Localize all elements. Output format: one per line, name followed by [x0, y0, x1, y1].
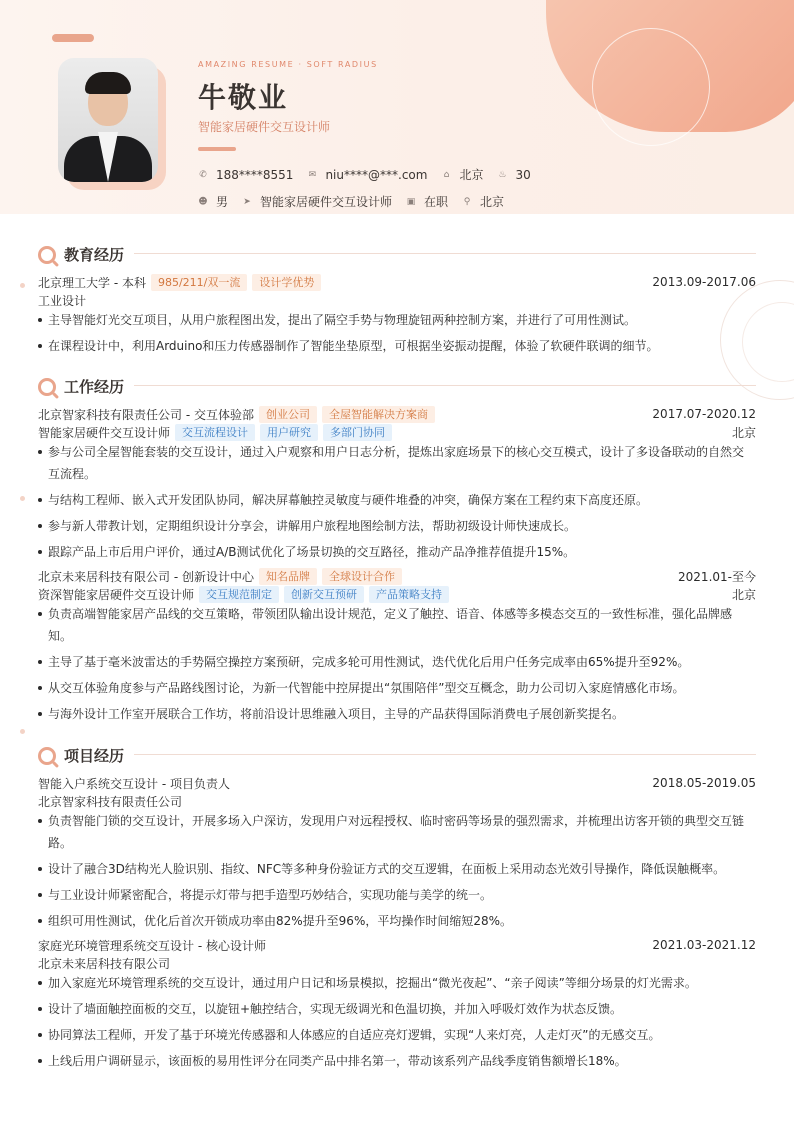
role-tag: 交互规范制定 — [199, 586, 279, 603]
role-tag: 交互流程设计 — [175, 424, 255, 441]
gender-text: 男 — [216, 195, 229, 209]
list-item: 参与新人带教计划，定期组织设计分享会，讲解用户旅程地图绘制方法，帮助初级设计师快速成长。 — [38, 515, 748, 537]
projects-section-title: 项目经历 — [38, 745, 124, 766]
job-date: 2017.07-2020.12 — [652, 407, 756, 421]
mail-icon: ✉ — [308, 169, 317, 180]
list-item: 组织可用性测试，优化后首次开锁成功率由82%提升至96%，平均操作时间缩短28%。 — [38, 910, 748, 932]
major-name: 工业设计 — [38, 293, 87, 308]
decorative-dot — [20, 729, 25, 734]
list-item: 协同算法工程师，开发了基于环境光传感器和人体感应的自适应亮灯逻辑，实现“人来灯亮，人走灯灭”的无感交互。 — [38, 1024, 748, 1046]
project-org-row — [38, 954, 756, 972]
project-org-row — [38, 792, 756, 810]
education-header-row — [38, 273, 756, 291]
project-header-row — [38, 936, 756, 954]
candidate-name: 牛敬业 — [198, 81, 289, 114]
decorative-dot — [20, 283, 25, 288]
location-icon: ⚲ — [463, 196, 471, 207]
list-item: 参与公司全屋智能套装的交互设计，通过入户观察和用户日志分析，提炼出家庭场景下的核心交互模式，设计了多设备联动的自然交互流程。 — [38, 441, 748, 485]
company-name: 北京智家科技有限责任公司 - 交互体验部 — [38, 407, 254, 422]
list-item: 负责智能门锁的交互设计，开展多场入户深访，发现用户对远程授权、临时密码等场景的强烈需求，并梳理出访客开锁的典型交互链路。 — [38, 810, 748, 854]
home-icon: ⌂ — [443, 169, 450, 180]
section-divider — [134, 754, 756, 755]
search-icon — [38, 747, 56, 765]
project-org: 北京智家科技有限责任公司 — [38, 794, 183, 809]
list-item: 加入家庭光环境管理系统的交互设计，通过用户日记和场景模拟，挖掘出“微光夜起”、“亲子阅读”等细分场景的灯光需求。 — [38, 972, 748, 994]
school-tag: 985/211/双一流 — [151, 274, 247, 291]
education-date: 2013.09-2017.06 — [652, 275, 756, 289]
company-tag: 知名品牌 — [259, 568, 317, 585]
phone-icon: ✆ — [199, 169, 207, 180]
role-tag: 用户研究 — [260, 424, 318, 441]
list-item: 跟踪产品上市后用户评价，通过A/B测试优化了场景切换的交互路径，推动产品净推荐值提升15%。 — [38, 541, 748, 563]
decorative-dot — [20, 496, 25, 501]
section-divider — [134, 253, 756, 254]
user-icon: ☻ — [198, 196, 208, 207]
role-tag: 创新交互预研 — [284, 586, 364, 603]
school-name: 北京理工大学 - 本科 — [38, 275, 146, 290]
job-date: 2021.01-至今 — [678, 569, 756, 584]
send-icon: ➤ — [243, 196, 251, 207]
role-tag: 产品策略支持 — [369, 586, 449, 603]
list-item: 主导智能灯光交互项目，从用户旅程图出发，提出了隔空手势与物理旋钮两种控制方案，并进行了可用性测试。 — [38, 309, 748, 331]
list-item: 从交互体验角度参与产品路线图讨论，为新一代智能中控屏提出“氛围陪伴”型交互概念，助力公司切入家庭情感化市场。 — [38, 677, 748, 699]
employment-status-text: 在职 — [424, 195, 449, 209]
briefcase-icon: ▣ — [406, 196, 416, 207]
major-row — [38, 291, 756, 309]
profile-photo — [58, 58, 158, 182]
list-item: 设计了墙面触控面板的交互，以旋钮+触控结合，实现无级调光和色温切换，并加入呼吸灯效作为状态反馈。 — [38, 998, 748, 1020]
contact-row — [198, 166, 545, 183]
search-icon — [38, 246, 56, 264]
job-role-row — [38, 423, 756, 441]
job-header-row — [38, 405, 756, 423]
age-text: 30 — [515, 167, 531, 182]
list-item: 与海外设计工作室开展联合工作坊，将前沿设计思维融入项目，主导的产品获得国际消费电子展创新奖提名。 — [38, 703, 748, 725]
school-tag: 设计学优势 — [252, 274, 321, 291]
job-city: 北京 — [731, 425, 756, 440]
resume-eyebrow: AMAZING RESUME · SOFT RADIUS — [198, 60, 378, 69]
job-role-row — [38, 585, 756, 603]
project-date: 2018.05-2019.05 — [652, 776, 756, 790]
list-item: 与工业设计师紧密配合，将提示灯带与把手造型巧妙结合，实现功能与美学的统一。 — [38, 884, 748, 906]
project-date: 2021.03-2021.12 — [652, 938, 756, 952]
candidate-job-title: 智能家居硬件交互设计师 — [198, 120, 331, 134]
education-section-title: 教育经历 — [38, 244, 124, 265]
job-city: 北京 — [731, 587, 756, 602]
decorative-pill — [52, 34, 94, 42]
cake-icon: ♨ — [498, 169, 507, 180]
search-icon — [38, 378, 56, 396]
target-job-text: 智能家居硬件交互设计师 — [260, 195, 393, 209]
city-text: 北京 — [459, 168, 484, 182]
list-item: 主导了基于毫米波雷达的手势隔空操控方案预研，完成多轮可用性测试，迭代优化后用户任务完成率由65%提升至92%。 — [38, 651, 748, 673]
job-role: 智能家居硬件交互设计师 — [38, 425, 171, 440]
work-section-title: 工作经历 — [38, 376, 124, 397]
list-item: 与结构工程师、嵌入式开发团队协同，解决屏幕触控灵敏度与硬件堆叠的冲突，确保方案在工程约束下高度还原。 — [38, 489, 748, 511]
project-name: 家庭光环境管理系统交互设计 - 核心设计师 — [38, 938, 266, 953]
list-item: 上线后用户调研显示，该面板的易用性评分在同类产品中排名第一，带动该系列产品线季度销售额增长18%。 — [38, 1050, 748, 1072]
company-name: 北京未来居科技有限公司 - 创新设计中心 — [38, 569, 254, 584]
job-header-row — [38, 567, 756, 585]
list-item: 负责高端智能家居产品线的交互策略，带领团队输出设计规范，定义了触控、语音、体感等多模态交互的一致性标准，强化品牌感知。 — [38, 603, 748, 647]
resume-header — [0, 0, 794, 214]
job-role: 资深智能家居硬件交互设计师 — [38, 587, 195, 602]
company-tag: 创业公司 — [259, 406, 317, 423]
company-tag: 全屋智能解决方案商 — [322, 406, 435, 423]
project-header-row — [38, 774, 756, 792]
section-divider — [134, 385, 756, 386]
status-row — [198, 193, 518, 210]
target-city-text: 北京 — [480, 195, 505, 209]
company-tag: 全球设计合作 — [322, 568, 402, 585]
decorative-ring — [592, 28, 710, 146]
project-name: 智能入户系统交互设计 - 项目负责人 — [38, 776, 230, 791]
role-tag: 多部门协同 — [323, 424, 392, 441]
list-item: 在课程设计中，利用Arduino和压力传感器制作了智能坐垫原型，可根据坐姿振动提醒，体验了软硬件联调的细节。 — [38, 335, 748, 357]
project-org: 北京未来居科技有限公司 — [38, 956, 171, 971]
title-underline — [198, 147, 236, 151]
email-text: niu****@***.com — [325, 167, 428, 182]
list-item: 设计了融合3D结构光人脸识别、指纹、NFC等多种身份验证方式的交互逻辑，在面板上采用动态光效引导操作，降低误触概率。 — [38, 858, 748, 880]
phone-text: 188****8551 — [216, 167, 294, 182]
